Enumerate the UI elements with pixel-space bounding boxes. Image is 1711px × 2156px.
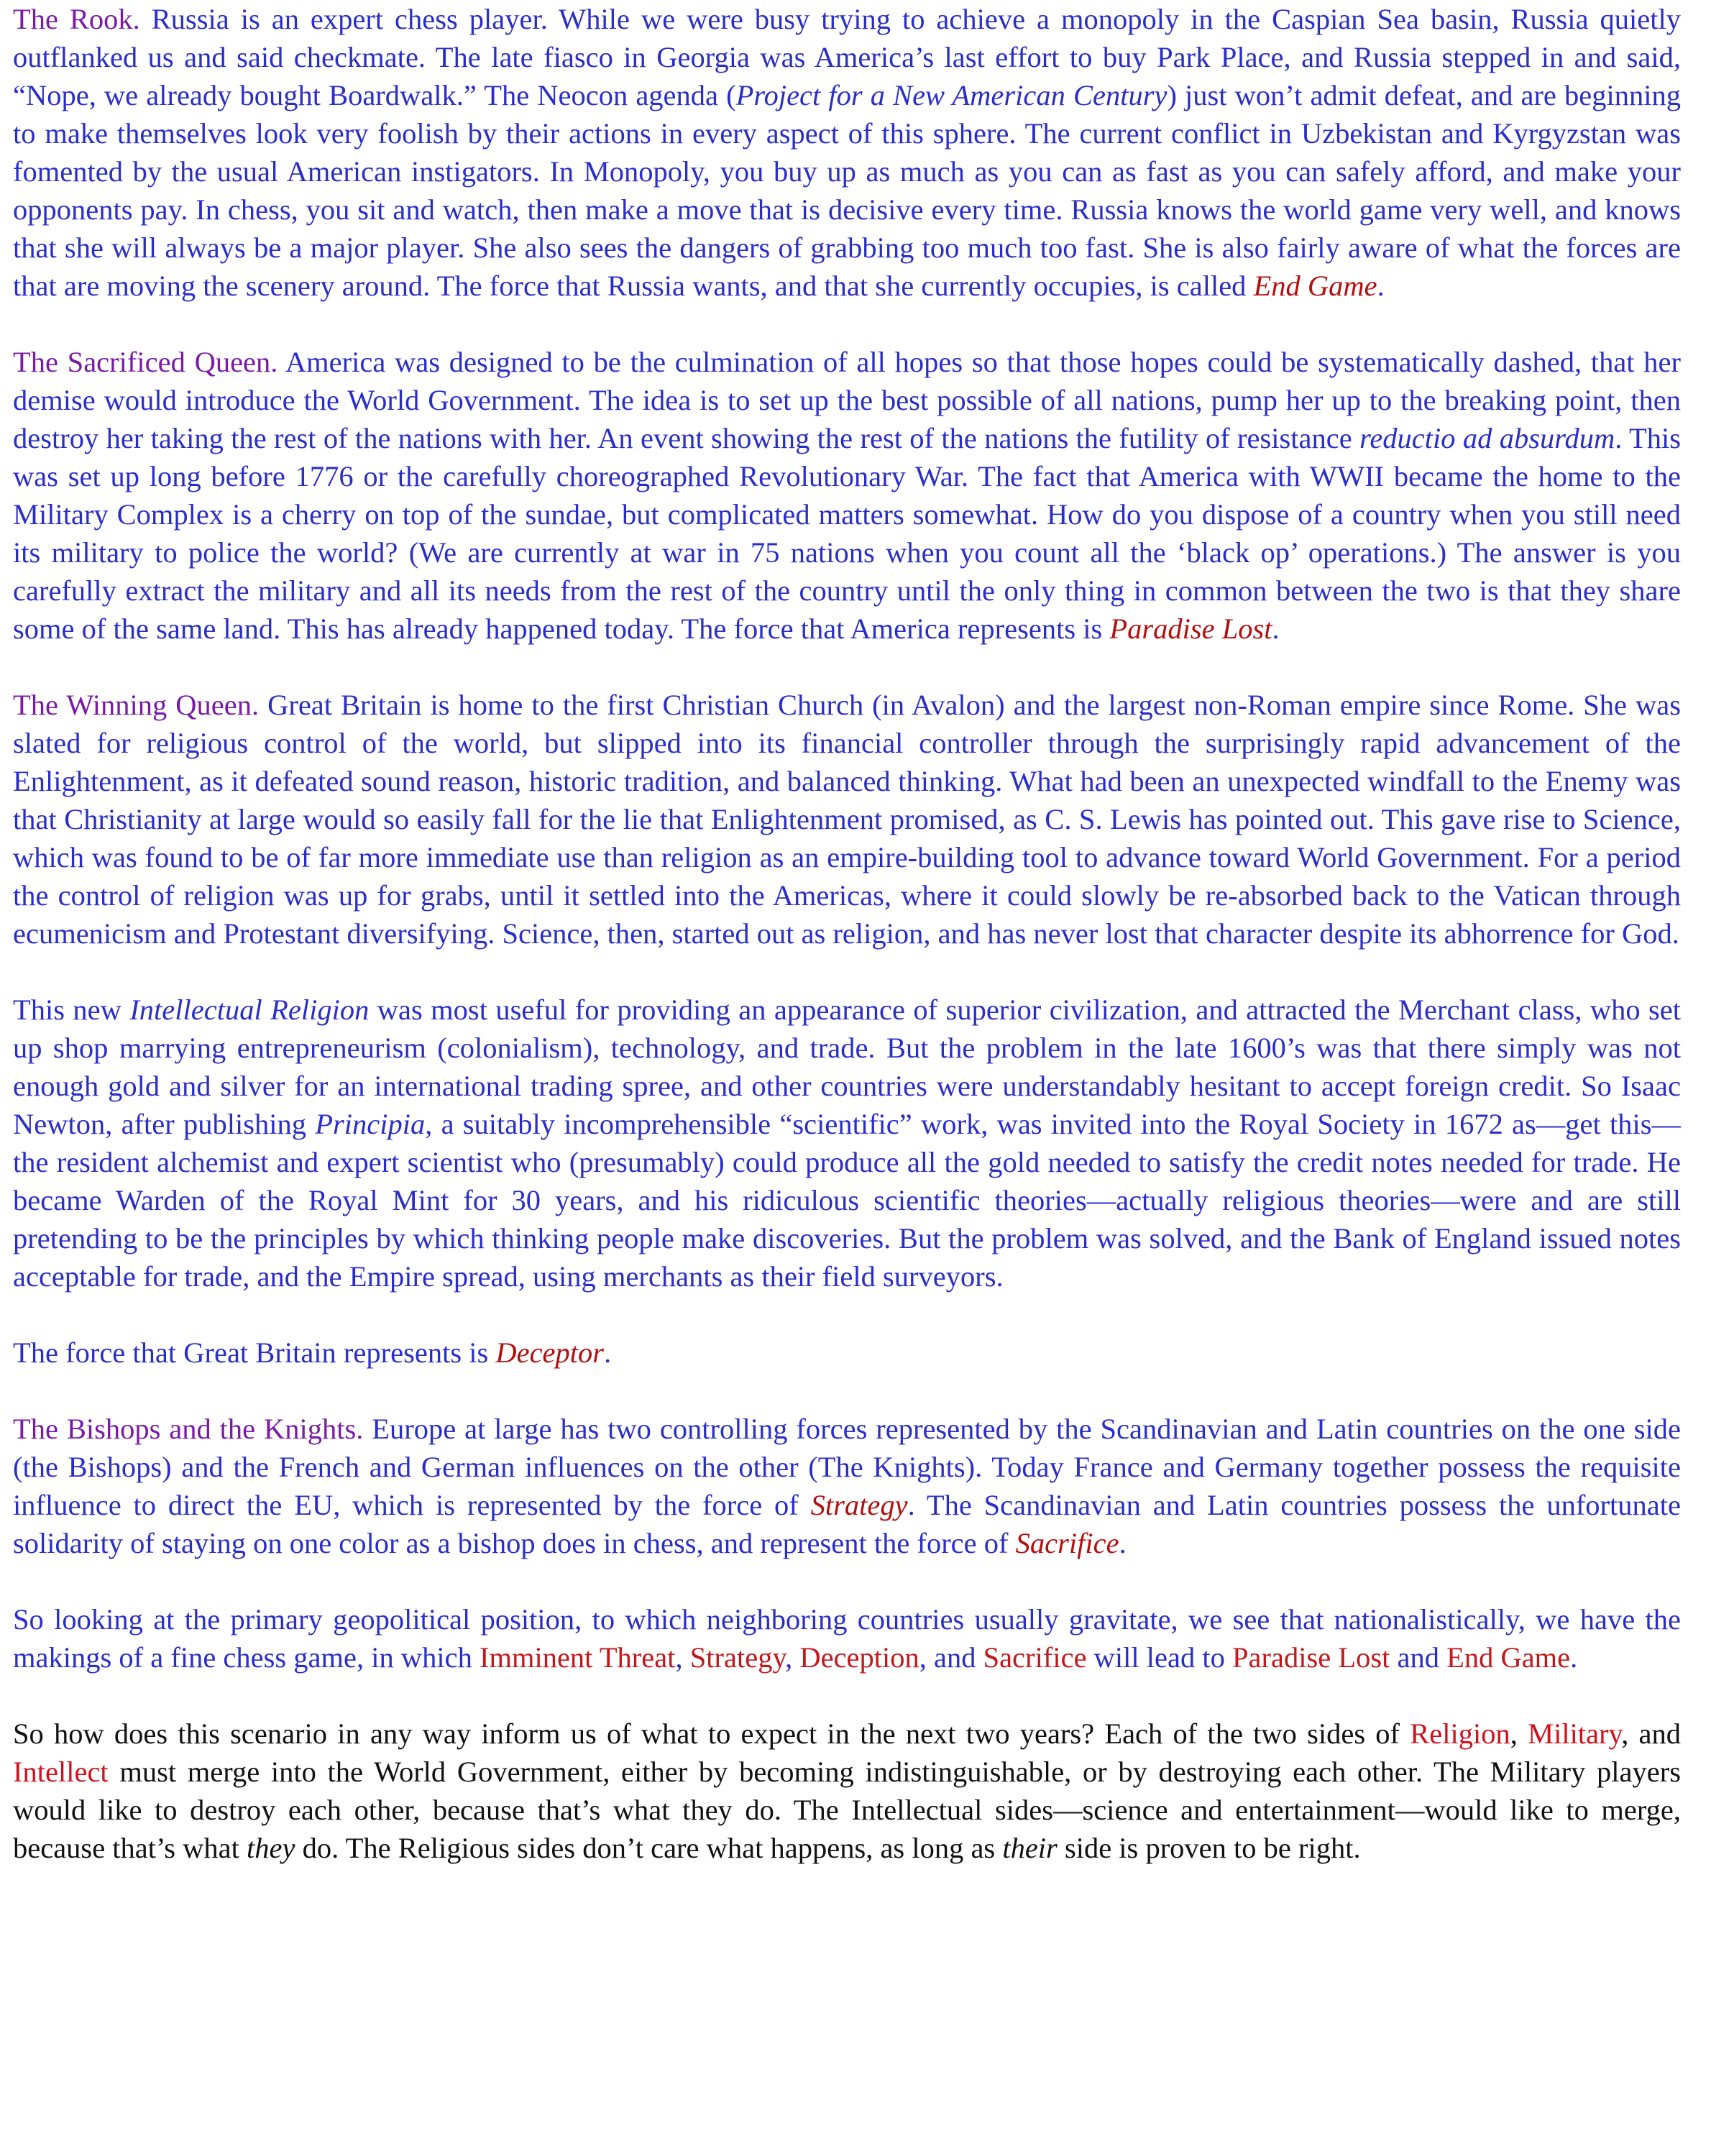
text: Europe at large has two controlling forces represented by the Scandinavian and Latin countries on the one side (the Bishops) and the French and German influences on the other (The Knights). Today France and Germany together possess the requisite influence to direct the EU, which is represented by the force of — [13, 1413, 1681, 1521]
italic-text: reductio ad absurdum — [1359, 422, 1615, 454]
italic-text: they — [247, 1832, 295, 1864]
paragraph-great-britain-force — [13, 1334, 1681, 1372]
italic-text: Principia — [315, 1108, 426, 1140]
text: ) just won’t admit defeat, and are beginning to make themselves look very foolish by their actions in every aspect of this sphere. The current conflict in Uzbekistan and Kyrgyzstan was fomented by the usual American instigators. In Monopoly, you buy up as much as you can as fast as you can safely afford, and make your opponents pay. In chess, you sit and watch, then make a move that is decisive every time. Russia knows the world game very well, and knows that she will always be a major player. She also sees the dangers of grabbing too much too fast. She is also fairly aware of what the forces are that are moving the scenery around. The force that Russia wants, and that she currently occupies, is called — [13, 79, 1681, 302]
paragraph-the-rook — [13, 0, 1681, 305]
text: The force that Great Britain represents is — [13, 1336, 496, 1369]
paragraph-geopolitical-position — [13, 1600, 1681, 1676]
text: So looking at the primary geopolitical position, to which neighboring countries usually gravitate, we see that nationalistically, we have the makings of a fine chess game, in which — [13, 1603, 1681, 1674]
text: will lead to — [1086, 1641, 1233, 1674]
text: , — [1510, 1717, 1528, 1750]
paragraph-bishops-knights — [13, 1410, 1681, 1562]
force-name: Paradise Lost — [1109, 613, 1272, 645]
text: , a suitably incomprehensible “scientific” work, was invited into the Royal Society in 1672 as—get this—the resident alchemist and expert scientist who (presumably) could produce all the gold needed to satisfy the credit notes needed for trade. He became Warden of the Royal Mint for 30 years, and his ridiculous scientific theories—actually religious theories—were and are still pretending to be the principles by which thinking people make discoveries. But the problem was solved, and the Bank of England issued notes acceptable for trade, and the Empire spread, using merchants as their field surveyors. — [13, 1108, 1682, 1293]
paragraph-winning-queen — [13, 686, 1681, 953]
text: must merge into the World Government, either by becoming indistinguishable, or by destroying each other. The Military players would like to destroy each other, because that’s what they do. The Intellectual sides—science and entertainment—would like to merge, because that’s what — [13, 1756, 1681, 1864]
force-name: Deceptor — [495, 1336, 605, 1369]
text: . The Scandinavian and Latin countries possess the unfortunate solidarity of staying on one color as a bishop does in chess, and represent the force of — [13, 1489, 1681, 1559]
text: . — [1570, 1641, 1578, 1674]
text: This new — [13, 994, 130, 1026]
force-name: Sacrifice — [1015, 1527, 1119, 1559]
italic-text: Project for a New American Century — [735, 79, 1168, 111]
text: do. The Religious sides don’t care what happens, as long as — [295, 1832, 1003, 1864]
highlight-term: Sacrifice — [983, 1641, 1087, 1674]
text: Great Britain is home to the first Christian Church (in Avalon) and the largest non-Roman empire since Rome. She was slated for religious control of the world, but slipped into its financial controller through the surprisingly rapid advancement of the Enlightenment, as it defeated sound reason, historic tradition, and balanced thinking. What had been an unexpected windfall to the Enemy was that Christianity at large would so easily fall for the lie that Enlightenment promised, as C. S. Lewis has pointed out. This gave rise to Science, which was found to be of far more immediate use than religion as an empire-building tool to advance toward World Government. For a period the control of religion was up for grabs, until it settled into the Americas, where it could slowly be re-absorbed back to the Vatican through ecumenicism and Protestant diversifying. Science, then, started out as religion, and has never lost that character despite its abhorrence for God. — [13, 689, 1681, 950]
highlight-term: End Game — [1446, 1641, 1571, 1674]
italic-text: Intellectual Religion — [129, 994, 370, 1026]
section-heading-rook: The Rook. — [13, 3, 140, 35]
text: and — [1390, 1641, 1447, 1674]
text: , and — [1621, 1717, 1681, 1750]
highlight-term: Imminent Threat — [479, 1641, 676, 1674]
text: . — [604, 1336, 612, 1369]
text: , and — [919, 1641, 983, 1674]
text: America was designed to be the culmination of all hopes so that those hopes could be systematically dashed, that her demise would introduce the World Government. The idea is to set up the best possible of all nations, pump her up to the breaking point, then destroy her taking the rest of the nations with her. An event showing the rest of the nations the futility of resistance — [13, 346, 1681, 454]
section-heading-sacrificed-queen: The Sacrificed Queen. — [13, 346, 278, 378]
text: . — [1119, 1527, 1127, 1559]
highlight-term: Military — [1528, 1717, 1622, 1750]
highlight-term: Intellect — [13, 1756, 109, 1788]
text: Russia is an expert chess player. While we were busy trying to achieve a monopoly in the Caspian Sea basin, Russia quietly outflanked us and said checkmate. The late fiasco in Georgia was America’s last effort to buy Park Place, and Russia stepped in and said, “Nope, we already bought Boardwalk.” The Neocon agenda ( — [13, 3, 1681, 111]
italic-text: their — [1002, 1832, 1058, 1864]
highlight-term: Deception — [799, 1641, 919, 1674]
text: . This was set up long before 1776 or the carefully choreographed Revolutionary War. The fact that America with WWII became the home to the Military Complex is a cherry on top of the sundae, but complicated matters somewhat. How do you dispose of a country when you still need its military to police the world? (We are currently at war in 75 nations when you count all the ‘black op’ operations.) The answer is you carefully extract the military and all its needs from the rest of the country until the only thing in common between the two is that they share some of the same land. This has already happened today. The force that America represents is — [13, 422, 1682, 645]
text: , — [785, 1641, 800, 1674]
text: side is proven to be right. — [1057, 1832, 1361, 1864]
highlight-term: Strategy — [689, 1641, 786, 1674]
text: . — [1377, 270, 1385, 302]
paragraph-next-two-years — [13, 1715, 1681, 1867]
section-heading-bishops-knights: The Bishops and the Knights. — [13, 1413, 364, 1445]
highlight-term: Religion — [1410, 1717, 1510, 1750]
text: was most useful for providing an appearance of superior civilization, and attracted the Merchant class, who set up shop marrying entrepreneurism (colonialism), technology, and trade. But the problem in the late 1600’s was that there simply was not enough gold and silver for an international trading spree, and other countries were understandably hesitant to accept foreign credit. So Isaac Newton, after publishing — [13, 994, 1682, 1140]
force-name: End Game — [1253, 270, 1377, 302]
force-name: Strategy — [810, 1489, 908, 1521]
paragraph-intellectual-religion — [13, 991, 1681, 1295]
section-heading-winning-queen: The Winning Queen. — [13, 689, 260, 721]
text: . — [1272, 613, 1280, 645]
text: , — [675, 1641, 690, 1674]
highlight-term: Paradise Lost — [1232, 1641, 1390, 1674]
paragraph-sacrificed-queen — [13, 343, 1681, 648]
text: So how does this scenario in any way inform us of what to expect in the next two years? Each of the two sides of — [13, 1717, 1410, 1750]
